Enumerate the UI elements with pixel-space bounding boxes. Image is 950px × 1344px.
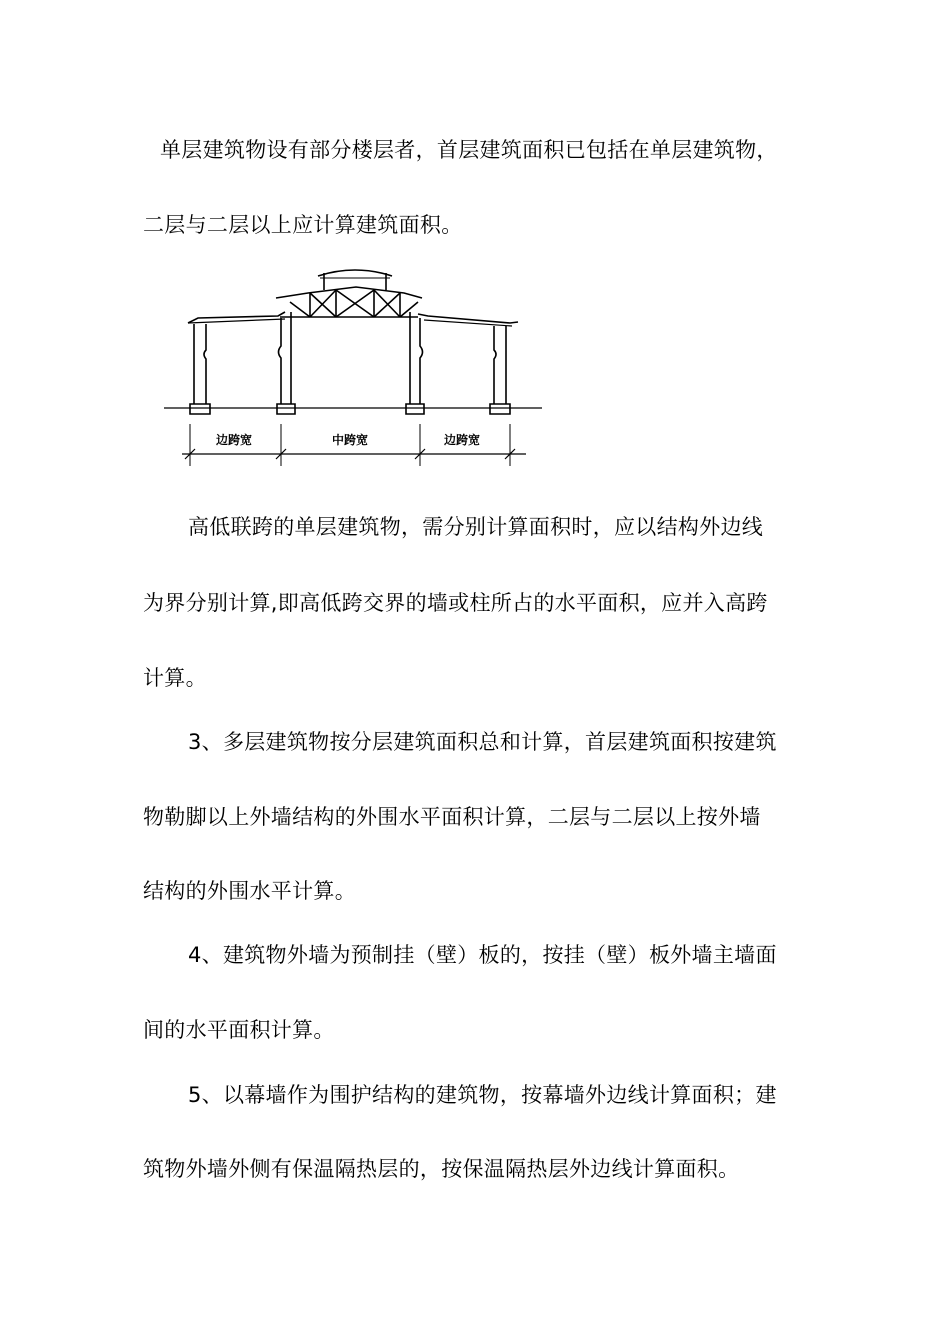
paragraph-line: 单层建筑物设有部分楼层者，首层建筑面积已包括在单层建筑物， xyxy=(160,138,778,162)
paragraph-line: 计算。 xyxy=(143,666,207,690)
paragraph-line: 为界分别计算,即高低跨交界的墙或柱所占的水平面积，应并入高跨 xyxy=(143,591,768,615)
paragraph-line: 物勒脚以上外墙结构的外围水平面积计算，二层与二层以上按外墙 xyxy=(143,805,761,829)
middle-span-label: 中跨宽 xyxy=(332,433,369,447)
paragraph-line: 5、以幕墙作为围护结构的建筑物，按幕墙外边线计算面积；建 xyxy=(188,1083,777,1107)
paragraph-line: 4、建筑物外墙为预制挂（壁）板的，按挂（壁）板外墙主墙面 xyxy=(188,943,777,967)
paragraph-line: 结构的外围水平计算。 xyxy=(143,879,356,903)
paragraph-line: 筑物外墙外侧有保温隔热层的，按保温隔热层外边线计算面积。 xyxy=(143,1157,740,1181)
left-span-label: 边跨宽 xyxy=(216,433,253,447)
building-section-diagram xyxy=(160,262,550,474)
paragraph-line: 3、多层建筑物按分层建筑面积总和计算，首层建筑面积按建筑 xyxy=(188,730,777,754)
paragraph-line: 间的水平面积计算。 xyxy=(143,1018,335,1042)
paragraph-line: 二层与二层以上应计算建筑面积。 xyxy=(143,213,463,237)
right-span-label: 边跨宽 xyxy=(444,433,481,447)
paragraph-line: 高低联跨的单层建筑物，需分别计算面积时，应以结构外边线 xyxy=(188,515,764,539)
